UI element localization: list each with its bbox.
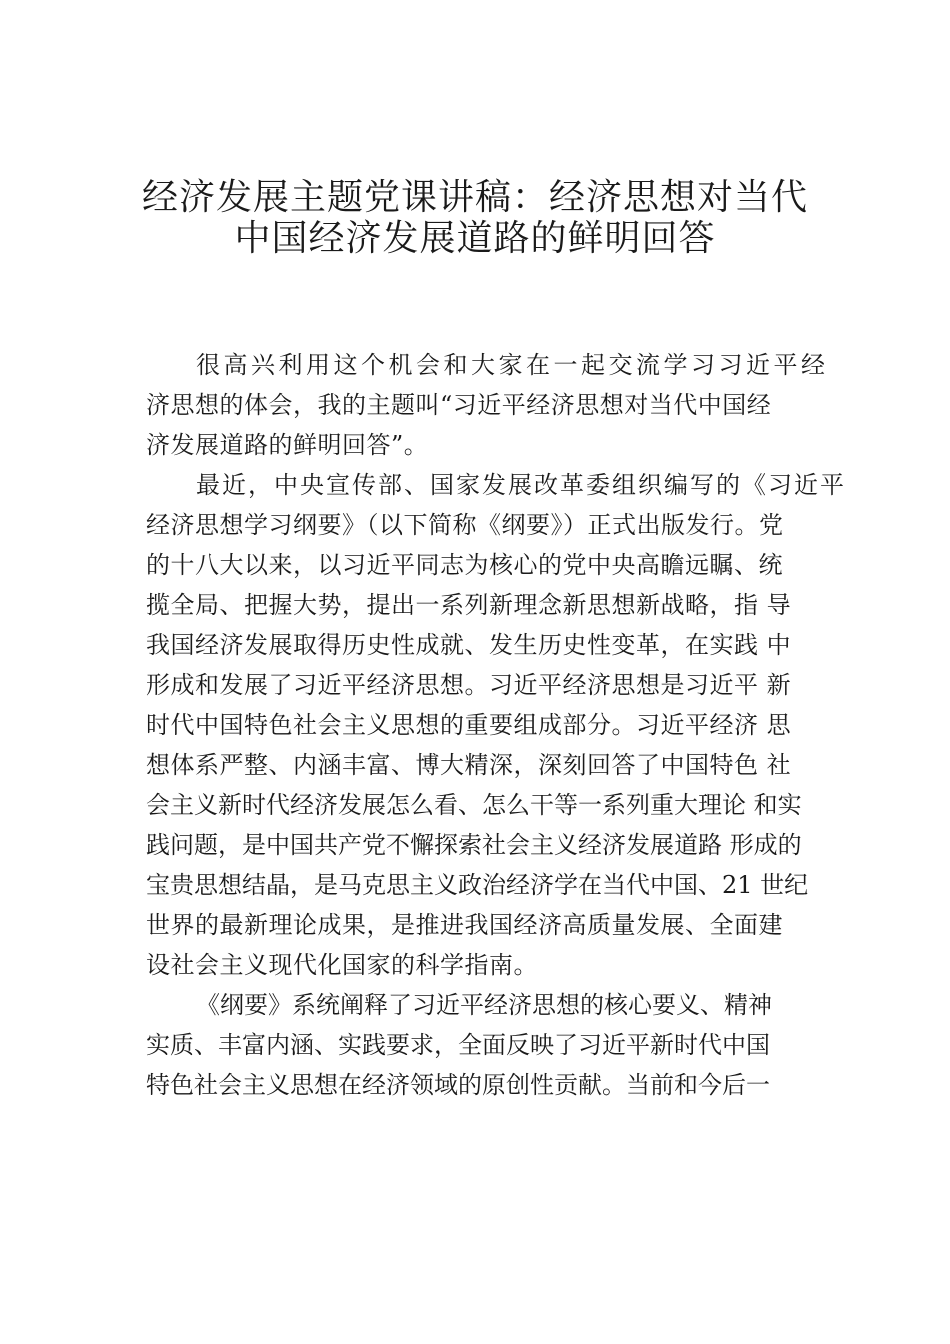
body-line: 实质、丰富内涵、实践要求，全面反映了习近平新时代中国 <box>146 1031 770 1059</box>
body-line: 想体系严整、内涵丰富、博大精深，深刻回答了中国特色 社 <box>146 751 792 779</box>
body-line: 揽全局、把握大势，提出一系列新理念新思想新战略，指 导 <box>146 591 792 619</box>
body-line: 宝贵思想结晶，是马克思主义政治经济学在当代中国、21 世纪 <box>146 871 809 899</box>
body-line: 的十八大以来，以习近平同志为核心的党中央高瞻远瞩、统 <box>146 551 783 579</box>
body-line: 很高兴利用这个机会和大家在一起交流学习习近平经 <box>196 351 829 379</box>
body-line: 特色社会主义思想在经济领域的原创性贡献。当前和今后一 <box>146 1071 770 1099</box>
body-line: 济思想的体会，我的主题叫“习近平经济思想对当代中国经 <box>146 391 772 419</box>
body-line: 会主义新时代经济发展怎么看、怎么干等一系列重大理论 和实 <box>146 791 802 819</box>
body-line: 世界的最新理论成果，是推进我国经济高质量发展、全面建 <box>146 911 783 939</box>
body-line: 济发展道路的鲜明回答”。 <box>146 431 429 459</box>
body-line: 经济思想学习纲要》（以下简称《纲要》）正式出版发行。党 <box>146 511 784 539</box>
body-line: 形成和发展了习近平经济思想。习近平经济思想是习近平 新 <box>146 671 792 699</box>
title-line-1: 经济发展主题党课讲稿：经济思想对当代 <box>141 177 808 218</box>
body-line: 《纲要》系统阐释了习近平经济思想的核心要义、精神 <box>196 991 772 1019</box>
body-line: 践问题，是中国共产党不懈探索社会主义经济发展道路 形成的 <box>146 831 802 859</box>
body-line: 设社会主义现代化国家的科学指南。 <box>146 951 538 979</box>
body-line: 我国经济发展取得历史性成就、发生历史性变革，在实践 中 <box>146 631 792 659</box>
body-line: 最近，中央宣传部、国家发展改革委组织编写的《习近平 <box>196 471 846 499</box>
body-line: 时代中国特色社会主义思想的重要组成部分。习近平经济 思 <box>146 711 792 739</box>
title-line-2: 中国经济发展道路的鲜明回答 <box>234 218 716 259</box>
